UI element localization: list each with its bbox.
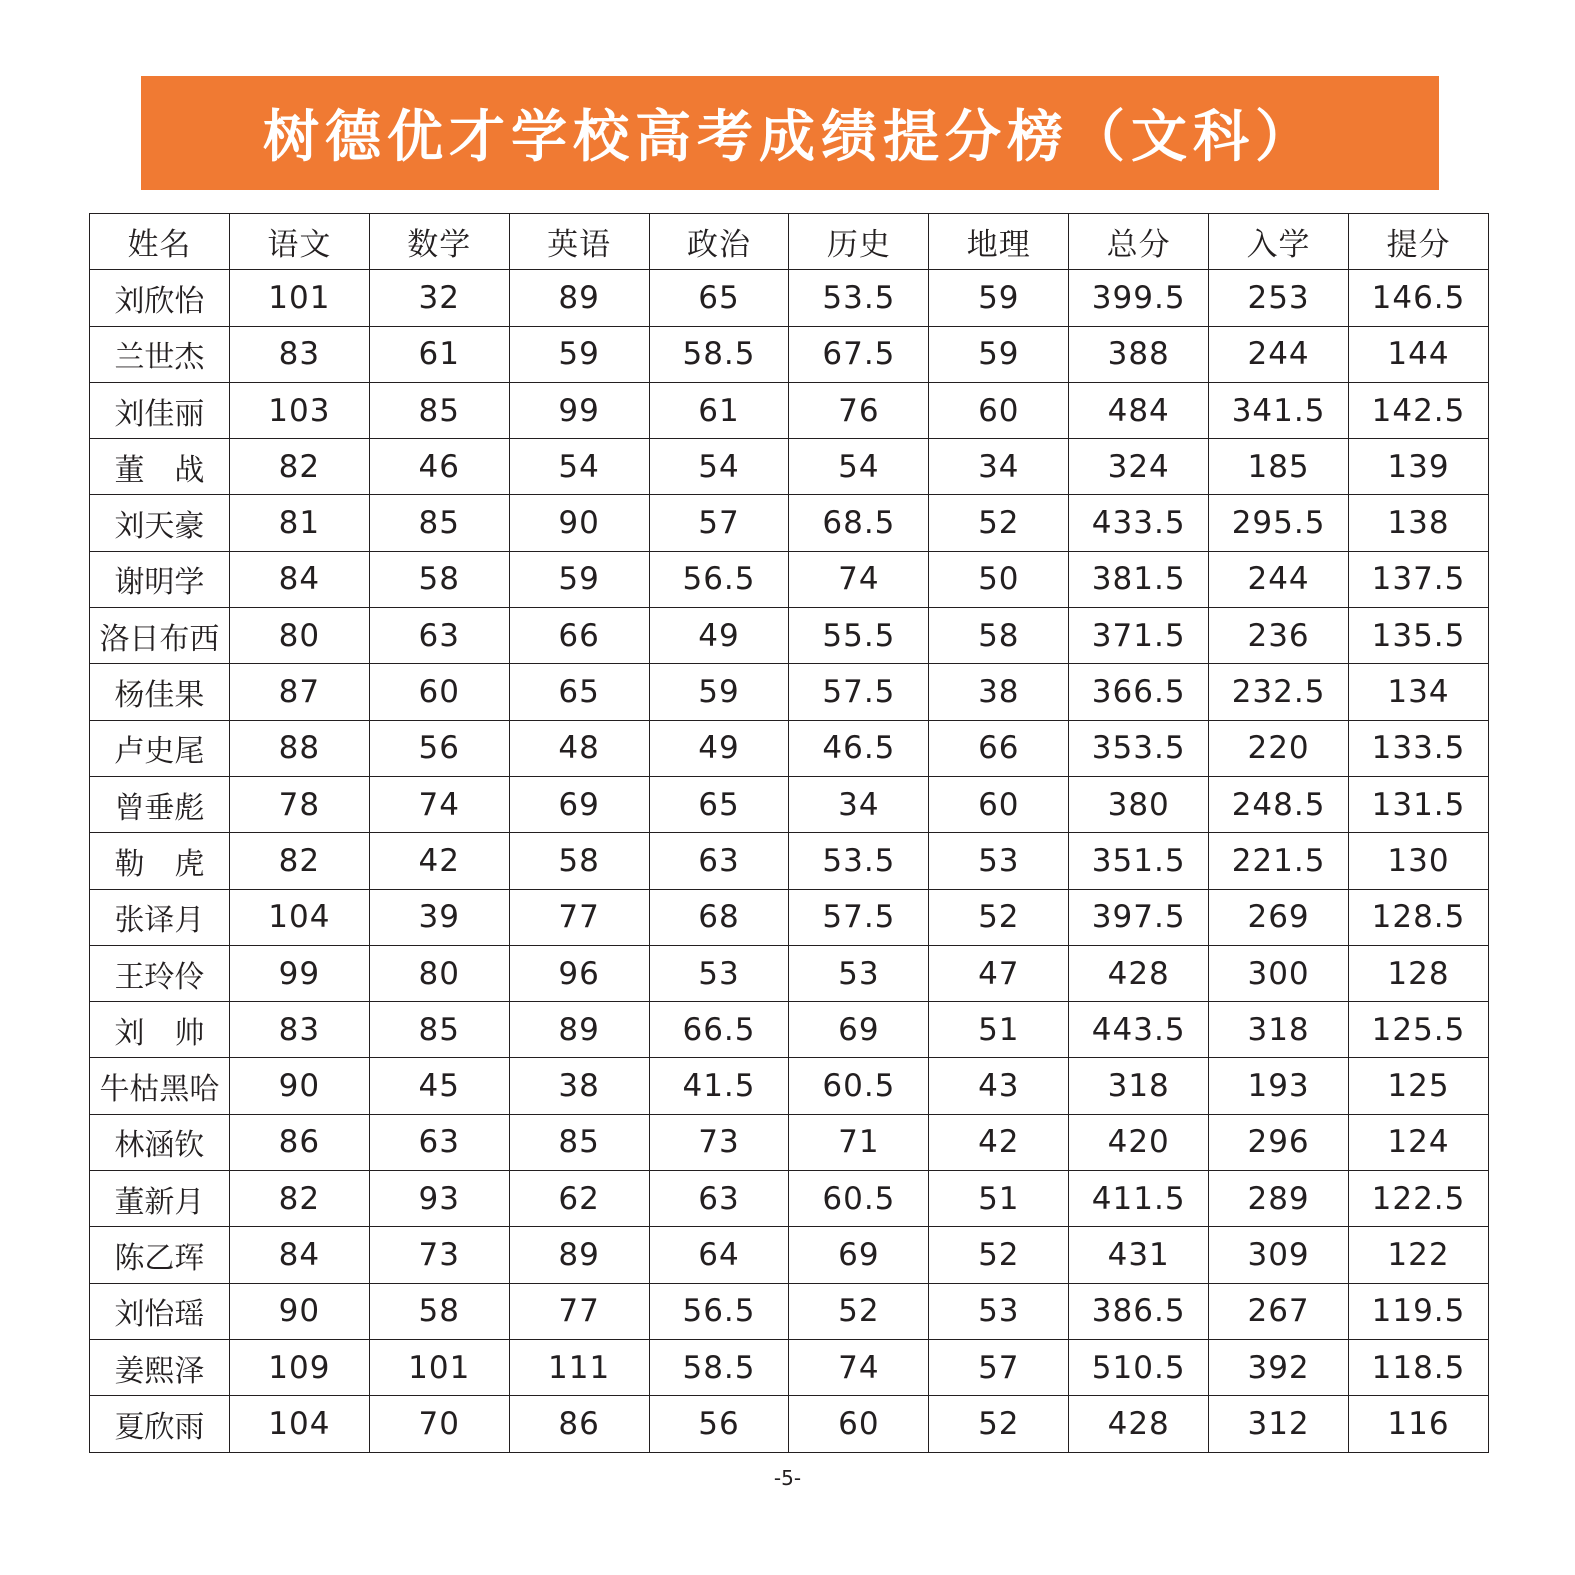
score-improvement: 144 [1349,326,1489,382]
score-improvement: 122.5 [1349,1171,1489,1227]
score-entrance: 295.5 [1209,495,1349,551]
score-history: 54 [789,439,929,495]
table-row [90,833,1489,889]
score-total: 380 [1069,776,1209,832]
score-english: 77 [509,889,649,945]
score-chinese: 82 [229,833,369,889]
score-geography: 50 [929,551,1069,607]
score-history: 46.5 [789,720,929,776]
score-geography: 53 [929,833,1069,889]
score-entrance: 269 [1209,889,1349,945]
header-geography: 地理 [929,214,1069,270]
score-history: 74 [789,1339,929,1395]
student-name: 谢明学 [90,551,230,607]
score-total: 324 [1069,439,1209,495]
score-history: 53.5 [789,270,929,326]
score-math: 80 [369,945,509,1001]
score-improvement: 146.5 [1349,270,1489,326]
student-name: 刘 帅 [90,1002,230,1058]
score-history: 52 [789,1283,929,1339]
score-improvement: 131.5 [1349,776,1489,832]
score-entrance: 221.5 [1209,833,1349,889]
score-chinese: 86 [229,1114,369,1170]
score-chinese: 104 [229,1396,369,1452]
score-math: 70 [369,1396,509,1452]
score-english: 96 [509,945,649,1001]
score-politics: 59 [649,664,789,720]
table-row [90,270,1489,326]
student-name: 董新月 [90,1171,230,1227]
table-row [90,439,1489,495]
score-total: 443.5 [1069,1002,1209,1058]
score-english: 86 [509,1396,649,1452]
score-history: 60 [789,1396,929,1452]
score-geography: 52 [929,495,1069,551]
score-chinese: 90 [229,1283,369,1339]
score-history: 68.5 [789,495,929,551]
score-math: 93 [369,1171,509,1227]
student-name: 卢史尾 [90,720,230,776]
score-politics: 64 [649,1227,789,1283]
score-politics: 66.5 [649,1002,789,1058]
score-geography: 59 [929,270,1069,326]
student-name: 刘欣怡 [90,270,230,326]
score-english: 89 [509,1002,649,1058]
score-math: 101 [369,1339,509,1395]
score-chinese: 103 [229,382,369,438]
header-english: 英语 [509,214,649,270]
score-chinese: 90 [229,1058,369,1114]
score-entrance: 296 [1209,1114,1349,1170]
score-politics: 57 [649,495,789,551]
score-geography: 38 [929,664,1069,720]
table-row [90,551,1489,607]
score-math: 46 [369,439,509,495]
score-math: 58 [369,1283,509,1339]
score-english: 69 [509,776,649,832]
header-history: 历史 [789,214,929,270]
score-history: 71 [789,1114,929,1170]
score-chinese: 87 [229,664,369,720]
score-politics: 58.5 [649,1339,789,1395]
score-entrance: 392 [1209,1339,1349,1395]
score-total: 371.5 [1069,608,1209,664]
score-history: 60.5 [789,1171,929,1227]
student-name: 夏欣雨 [90,1396,230,1452]
score-history: 57.5 [789,664,929,720]
score-table [89,213,1489,1453]
score-geography: 52 [929,889,1069,945]
score-chinese: 83 [229,326,369,382]
score-math: 74 [369,776,509,832]
score-chinese: 83 [229,1002,369,1058]
score-total: 353.5 [1069,720,1209,776]
score-math: 42 [369,833,509,889]
score-total: 388 [1069,326,1209,382]
score-geography: 58 [929,608,1069,664]
score-geography: 34 [929,439,1069,495]
score-politics: 54 [649,439,789,495]
score-english: 65 [509,664,649,720]
score-entrance: 253 [1209,270,1349,326]
score-total: 484 [1069,382,1209,438]
table-row [90,776,1489,832]
score-geography: 60 [929,776,1069,832]
score-math: 63 [369,608,509,664]
score-total: 318 [1069,1058,1209,1114]
score-total: 510.5 [1069,1339,1209,1395]
student-name: 董 战 [90,439,230,495]
score-math: 73 [369,1227,509,1283]
score-math: 56 [369,720,509,776]
score-improvement: 134 [1349,664,1489,720]
student-name: 林涵钦 [90,1114,230,1170]
student-name: 曾垂彪 [90,776,230,832]
header-chinese: 语文 [229,214,369,270]
score-chinese: 99 [229,945,369,1001]
score-geography: 52 [929,1227,1069,1283]
score-math: 32 [369,270,509,326]
score-english: 77 [509,1283,649,1339]
table-row [90,889,1489,945]
score-history: 69 [789,1227,929,1283]
score-politics: 65 [649,776,789,832]
score-geography: 66 [929,720,1069,776]
table-header-row [90,214,1489,270]
score-entrance: 236 [1209,608,1349,664]
score-english: 62 [509,1171,649,1227]
table-row [90,1114,1489,1170]
score-chinese: 84 [229,551,369,607]
score-math: 58 [369,551,509,607]
score-improvement: 122 [1349,1227,1489,1283]
score-total: 386.5 [1069,1283,1209,1339]
score-entrance: 244 [1209,326,1349,382]
score-english: 89 [509,1227,649,1283]
score-english: 48 [509,720,649,776]
score-total: 431 [1069,1227,1209,1283]
table-row [90,1339,1489,1395]
score-geography: 60 [929,382,1069,438]
score-english: 99 [509,382,649,438]
score-history: 34 [789,776,929,832]
page-number: -5- [773,1466,802,1490]
score-improvement: 133.5 [1349,720,1489,776]
score-geography: 53 [929,1283,1069,1339]
score-math: 39 [369,889,509,945]
score-history: 69 [789,1002,929,1058]
table-row [90,945,1489,1001]
score-politics: 68 [649,889,789,945]
score-entrance: 193 [1209,1058,1349,1114]
score-improvement: 130 [1349,833,1489,889]
score-entrance: 341.5 [1209,382,1349,438]
score-geography: 51 [929,1002,1069,1058]
score-improvement: 118.5 [1349,1339,1489,1395]
score-politics: 56.5 [649,1283,789,1339]
score-total: 428 [1069,945,1209,1001]
score-total: 399.5 [1069,270,1209,326]
score-politics: 73 [649,1114,789,1170]
table-row [90,1283,1489,1339]
score-entrance: 244 [1209,551,1349,607]
score-english: 90 [509,495,649,551]
score-improvement: 138 [1349,495,1489,551]
score-chinese: 80 [229,608,369,664]
score-math: 85 [369,382,509,438]
student-name: 兰世杰 [90,326,230,382]
header-name: 姓名 [90,214,230,270]
score-politics: 63 [649,833,789,889]
score-geography: 42 [929,1114,1069,1170]
score-total: 428 [1069,1396,1209,1452]
score-politics: 61 [649,382,789,438]
score-total: 381.5 [1069,551,1209,607]
score-total: 397.5 [1069,889,1209,945]
score-total: 433.5 [1069,495,1209,551]
score-math: 85 [369,1002,509,1058]
score-geography: 47 [929,945,1069,1001]
score-history: 67.5 [789,326,929,382]
score-politics: 49 [649,608,789,664]
score-geography: 57 [929,1339,1069,1395]
score-english: 58 [509,833,649,889]
score-entrance: 248.5 [1209,776,1349,832]
score-total: 420 [1069,1114,1209,1170]
score-chinese: 81 [229,495,369,551]
score-total: 351.5 [1069,833,1209,889]
student-name: 刘怡瑶 [90,1283,230,1339]
header-politics: 政治 [649,214,789,270]
table-row [90,1058,1489,1114]
score-english: 59 [509,551,649,607]
score-english: 66 [509,608,649,664]
score-chinese: 78 [229,776,369,832]
score-chinese: 104 [229,889,369,945]
score-english: 38 [509,1058,649,1114]
student-name: 洛日布西 [90,608,230,664]
score-improvement: 116 [1349,1396,1489,1452]
score-history: 53.5 [789,833,929,889]
score-english: 89 [509,270,649,326]
score-politics: 63 [649,1171,789,1227]
header-improvement: 提分 [1349,214,1489,270]
table-row [90,720,1489,776]
score-entrance: 309 [1209,1227,1349,1283]
score-history: 57.5 [789,889,929,945]
score-entrance: 300 [1209,945,1349,1001]
score-improvement: 125.5 [1349,1002,1489,1058]
score-total: 366.5 [1069,664,1209,720]
score-improvement: 135.5 [1349,608,1489,664]
score-math: 85 [369,495,509,551]
score-history: 74 [789,551,929,607]
score-history: 76 [789,382,929,438]
student-name: 刘佳丽 [90,382,230,438]
score-english: 111 [509,1339,649,1395]
score-total: 411.5 [1069,1171,1209,1227]
table-row [90,664,1489,720]
score-improvement: 137.5 [1349,551,1489,607]
score-english: 85 [509,1114,649,1170]
score-entrance: 220 [1209,720,1349,776]
score-entrance: 289 [1209,1171,1349,1227]
score-politics: 56.5 [649,551,789,607]
table-body [90,270,1489,1452]
student-name: 勒 虎 [90,833,230,889]
score-geography: 59 [929,326,1069,382]
score-improvement: 125 [1349,1058,1489,1114]
score-improvement: 119.5 [1349,1283,1489,1339]
table-row [90,382,1489,438]
score-entrance: 267 [1209,1283,1349,1339]
score-entrance: 318 [1209,1002,1349,1058]
page-title: 树德优才学校高考成绩提分榜（文科） [263,105,1317,170]
score-politics: 56 [649,1396,789,1452]
student-name: 陈乙珲 [90,1227,230,1283]
table-row [90,1171,1489,1227]
student-name: 张译月 [90,889,230,945]
score-improvement: 128 [1349,945,1489,1001]
score-politics: 41.5 [649,1058,789,1114]
score-history: 60.5 [789,1058,929,1114]
table-row [90,608,1489,664]
score-history: 53 [789,945,929,1001]
score-politics: 58.5 [649,326,789,382]
table-row [90,1227,1489,1283]
score-chinese: 84 [229,1227,369,1283]
score-politics: 65 [649,270,789,326]
header-total: 总分 [1069,214,1209,270]
score-improvement: 139 [1349,439,1489,495]
score-geography: 51 [929,1171,1069,1227]
score-chinese: 82 [229,1171,369,1227]
header-math: 数学 [369,214,509,270]
student-name: 杨佳果 [90,664,230,720]
score-chinese: 109 [229,1339,369,1395]
table-row [90,495,1489,551]
score-entrance: 312 [1209,1396,1349,1452]
score-math: 61 [369,326,509,382]
score-improvement: 128.5 [1349,889,1489,945]
header-entrance: 入学 [1209,214,1349,270]
score-math: 45 [369,1058,509,1114]
score-english: 54 [509,439,649,495]
score-chinese: 82 [229,439,369,495]
score-history: 55.5 [789,608,929,664]
score-geography: 43 [929,1058,1069,1114]
score-chinese: 101 [229,270,369,326]
score-english: 59 [509,326,649,382]
score-entrance: 232.5 [1209,664,1349,720]
student-name: 姜熙泽 [90,1339,230,1395]
score-entrance: 185 [1209,439,1349,495]
title-banner [141,76,1439,190]
score-chinese: 88 [229,720,369,776]
score-improvement: 142.5 [1349,382,1489,438]
score-politics: 53 [649,945,789,1001]
table-row [90,326,1489,382]
student-name: 牛枯黑哈 [90,1058,230,1114]
table-row [90,1396,1489,1452]
student-name: 王玲伶 [90,945,230,1001]
score-math: 60 [369,664,509,720]
score-geography: 52 [929,1396,1069,1452]
score-politics: 49 [649,720,789,776]
table-row [90,1002,1489,1058]
score-math: 63 [369,1114,509,1170]
score-improvement: 124 [1349,1114,1489,1170]
student-name: 刘天豪 [90,495,230,551]
